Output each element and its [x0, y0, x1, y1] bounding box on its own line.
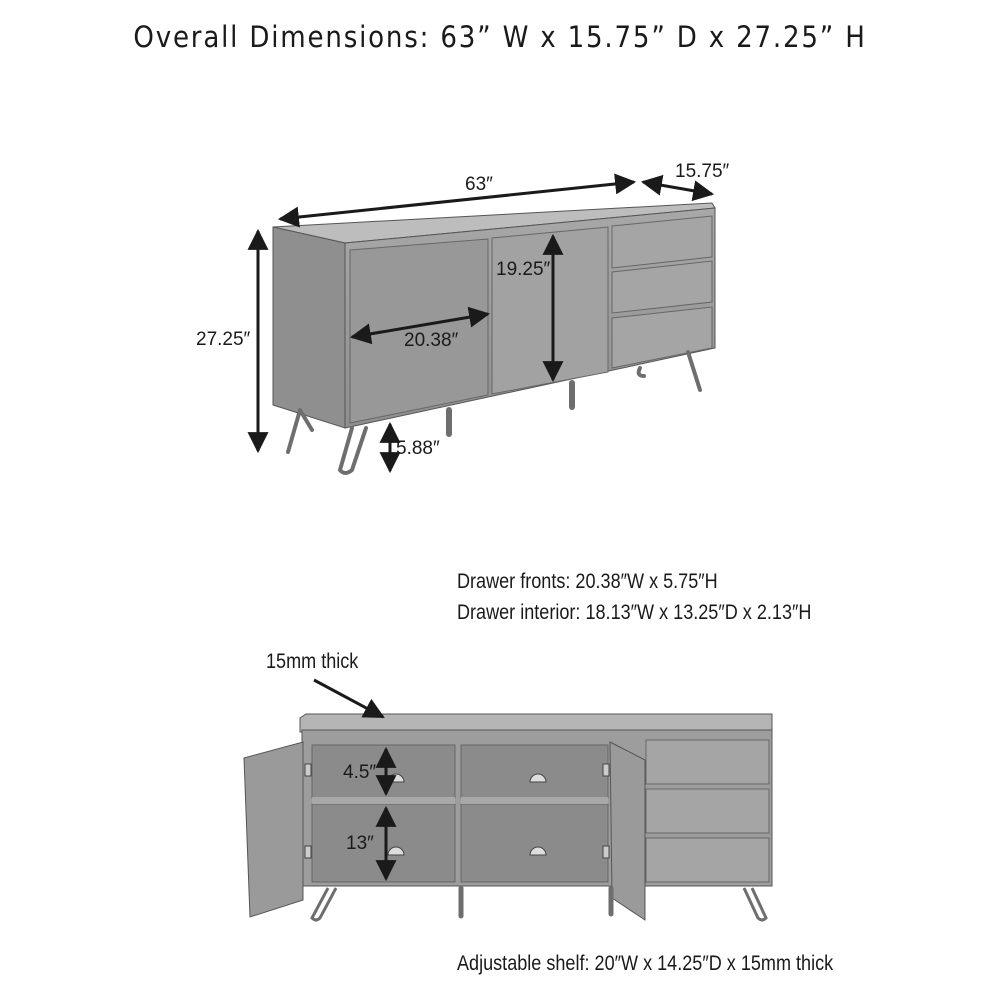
door-height-label: 19.25″: [496, 259, 551, 280]
height-label: 27.25″: [196, 329, 251, 350]
door-width-label: 20.38″: [404, 330, 459, 351]
drawer-interior-note: Drawer interior: 18.13″W x 13.25″D x 2.13″H: [457, 601, 812, 624]
width-label: 63″: [465, 174, 493, 195]
lower-shelf-height-label: 13″: [346, 833, 374, 854]
leg-height-label: 5.88″: [396, 438, 440, 459]
page-title: Overall Dimensions: 63” W x 15.75” D x 27.25” H: [133, 20, 867, 54]
depth-label: 15.75″: [675, 161, 730, 182]
top-thickness-note: 15mm thick: [266, 650, 359, 673]
closed-cabinet-illustration: [273, 203, 715, 473]
open-cabinet-illustration: [244, 714, 772, 920]
adjustable-shelf-note: Adjustable shelf: 20″W x 14.25″D x 15mm thick: [457, 952, 834, 975]
upper-shelf-height-label: 4.5″: [343, 762, 377, 783]
drawer-fronts-note: Drawer fronts: 20.38″W x 5.75″H: [457, 570, 718, 593]
